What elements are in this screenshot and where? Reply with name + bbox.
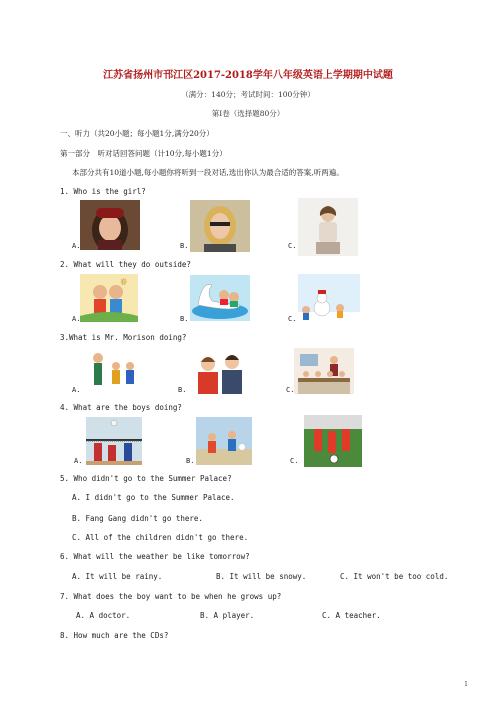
q4-image-b: [196, 417, 252, 465]
q2-image-c: [298, 274, 360, 324]
question-6: 6. What will the weather be like tomorrow?: [60, 552, 250, 561]
q5-option-c[interactable]: C. All of the children didn't go there.: [72, 533, 249, 542]
q7-option-b[interactable]: B. A player.: [200, 611, 255, 620]
q3-image-b: [190, 348, 252, 394]
instructions: 本部分共有10道小题,每小题你将听到一段对话,选出你认为最合适的答案,听两遍。: [72, 168, 344, 177]
option-label-b: B.: [180, 315, 189, 323]
option-label-c: C.: [290, 457, 299, 465]
volume-heading: 第Ⅰ卷（选择题80分）: [211, 109, 285, 118]
option-label-c: C.: [288, 315, 297, 323]
q3-image-c: [294, 348, 354, 394]
question-7: 7. What does the boy want to be when he grows up?: [60, 592, 282, 601]
q2-image-b: [190, 275, 250, 321]
option-label-c: C.: [288, 242, 297, 250]
q6-option-c[interactable]: C. It won't be too cold.: [340, 572, 449, 581]
option-label-a: A.: [72, 315, 81, 323]
svg-text:春: 春: [120, 278, 127, 286]
q1-image-b: [190, 200, 250, 252]
question-5: 5. Who didn't go to the Summer Palace?: [60, 474, 232, 483]
q6-option-b[interactable]: B. It will be snowy.: [216, 572, 307, 581]
option-label-a: A.: [74, 457, 83, 465]
q7-option-c[interactable]: C. A teacher.: [322, 611, 381, 620]
q4-image-a: [86, 417, 142, 465]
option-label-b: B.: [186, 457, 195, 465]
question-2: 2. What will they do outside?: [60, 260, 191, 269]
option-label-b: B.: [180, 242, 189, 250]
question-3: 3.What is Mr. Morison doing?: [60, 333, 187, 342]
q1-image-c: [298, 198, 358, 256]
option-label-c: C.: [286, 386, 295, 394]
q3-image-a: [84, 348, 142, 392]
q5-option-a[interactable]: A. I didn't go to the Summer Palace.: [72, 493, 235, 502]
q6-option-a[interactable]: A. It will be rainy.: [72, 572, 163, 581]
q5-option-b[interactable]: B. Fang Gang didn't go there.: [72, 514, 203, 523]
q4-image-c: [304, 415, 362, 467]
section-heading: 一、听力（共20小题；每小题1分,满分20分）: [60, 129, 214, 138]
option-label-b: B.: [178, 386, 187, 394]
question-8: 8. How much are the CDs?: [60, 631, 169, 640]
option-label-a: A.: [72, 242, 81, 250]
part-heading: 第一部分 听对话回答问题（计10分,每小题1分）: [60, 149, 227, 158]
score-info: （满分：140分；考试时间：100分钟）: [181, 90, 315, 99]
q1-image-a: [80, 200, 140, 250]
q7-option-a[interactable]: A. A doctor.: [76, 611, 131, 620]
q2-image-a: [80, 274, 138, 322]
question-1: 1. Who is the girl?: [60, 187, 146, 196]
question-4: 4. What are the boys doing?: [60, 403, 182, 412]
exam-title: 江苏省扬州市邗江区2017-2018学年八年级英语上学期期中试题: [103, 70, 393, 81]
option-label-a: A.: [72, 386, 81, 394]
page-number: 1: [464, 681, 468, 688]
